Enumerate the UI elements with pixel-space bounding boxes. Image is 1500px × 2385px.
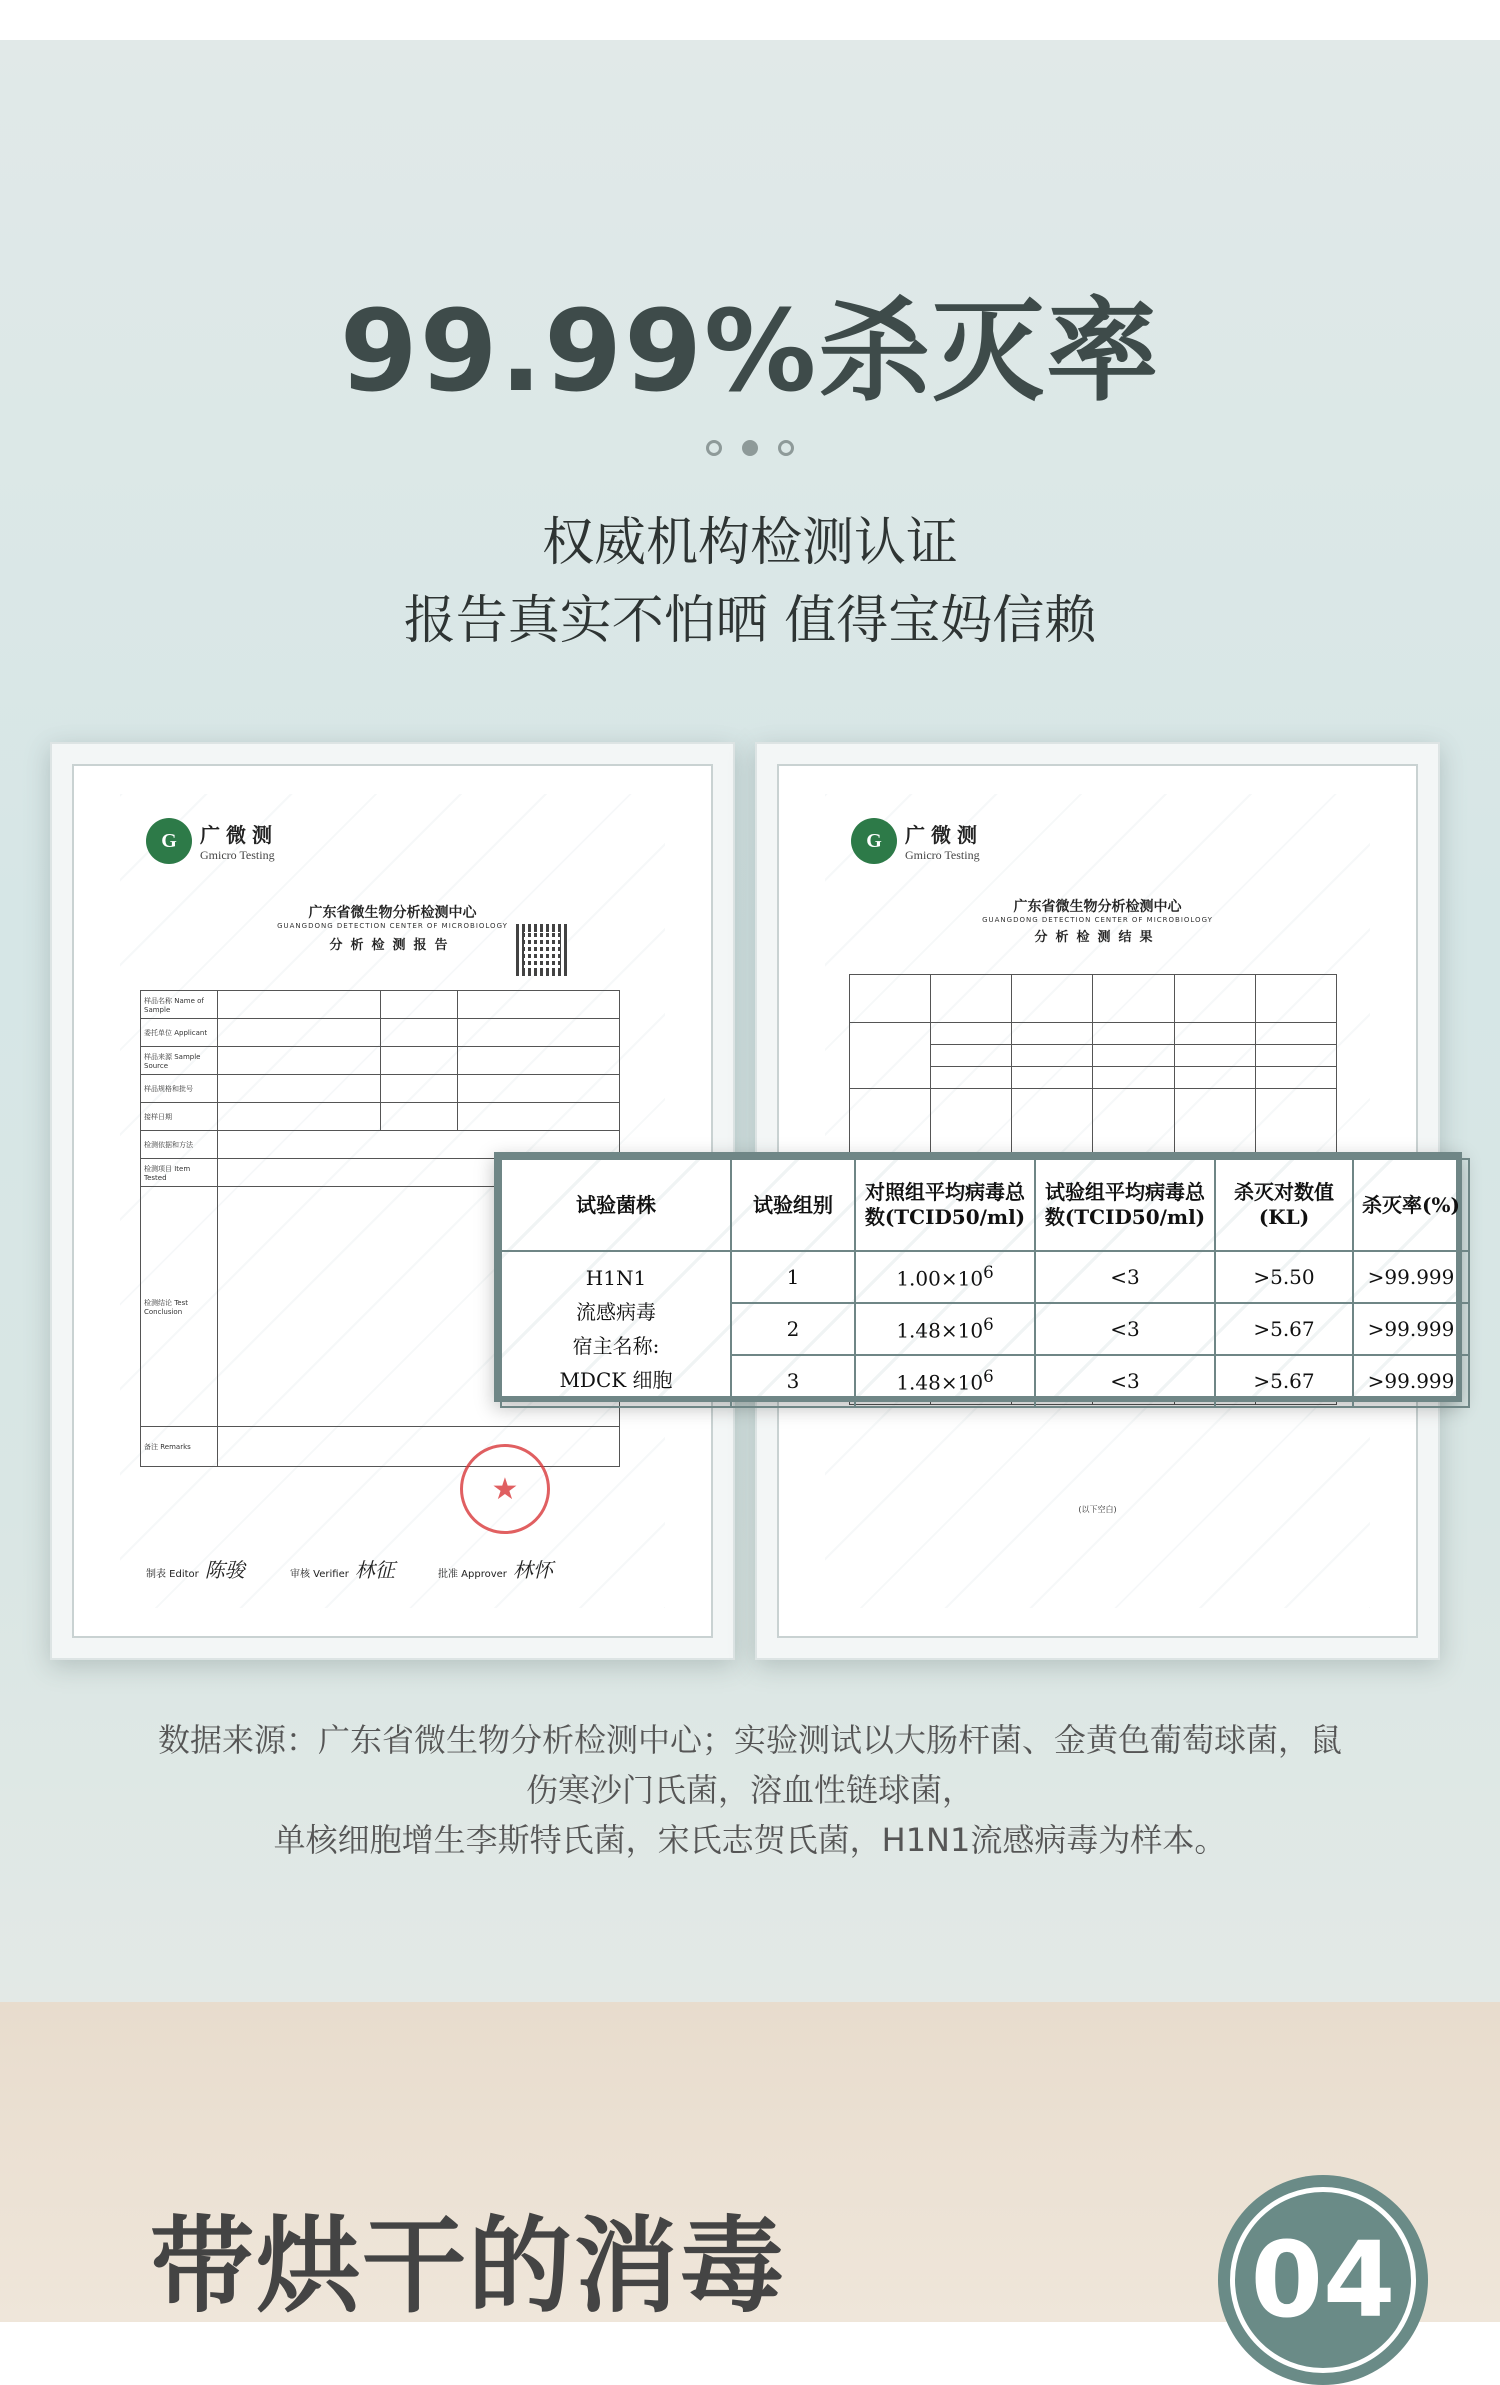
kl-cell: >5.67	[1215, 1355, 1353, 1407]
kl-cell: >5.50	[1215, 1251, 1353, 1303]
signature-approver: 批准 Approver 林怀	[438, 1560, 553, 1582]
header-strain: 试验菌株	[501, 1159, 731, 1251]
gmicro-logo	[851, 818, 983, 864]
control-cell: $1.48\times 10^6$	[855, 1355, 1035, 1407]
doc-title-en: GUANGDONG DETECTION CENTER OF MICROBIOLOGY	[277, 922, 508, 930]
group-cell: 3	[731, 1355, 855, 1407]
official-seal-icon: ★	[460, 1444, 550, 1534]
results-table	[500, 1158, 1470, 1408]
logo-en: Gmicro Testing	[905, 848, 980, 862]
row-label: 检测项目 Item Tested	[141, 1159, 218, 1187]
qr-code-icon	[516, 924, 568, 976]
headline: 99.99%杀灭率	[339, 287, 1161, 417]
test-cell: <3	[1035, 1251, 1215, 1303]
doc-title: 广东省微生物分析检测中心	[308, 905, 477, 921]
section-title: 带烘干的消毒	[150, 2205, 787, 2327]
control-cell: $1.48\times 10^6$	[855, 1303, 1035, 1355]
strain-cell: H1N1 流感病毒 宿主名称: MDCK 细胞	[501, 1251, 731, 1407]
carousel-dots	[0, 440, 1500, 456]
data-source-line3: 单核细胞增生李斯特氏菌，宋氏志贺氏菌，H1N1流感病毒为样本。	[273, 1821, 1227, 1859]
logo-cn: 广微测	[905, 823, 983, 847]
zoomed-results-table	[494, 1152, 1462, 1402]
header-test: 试验组平均病毒总数(TCID50/ml)	[1035, 1159, 1215, 1251]
gmicro-logo-icon: G	[146, 818, 192, 864]
row-label: 备注 Remarks	[141, 1427, 218, 1467]
table-row	[501, 1251, 1469, 1303]
top-strip	[0, 0, 1500, 40]
group-cell: 1	[731, 1251, 855, 1303]
gmicro-logo	[146, 818, 278, 864]
test-cell: <3	[1035, 1355, 1215, 1407]
data-source-line1: 数据来源：广东省微生物分析检测中心；实验测试以大肠杆菌、金黄色葡萄球菌，鼠	[157, 1721, 1342, 1759]
test-cell: <3	[1035, 1303, 1215, 1355]
doc-note: (以下空白)	[1078, 1505, 1117, 1514]
section-number-badge	[1218, 2175, 1428, 2385]
header-group: 试验组别	[731, 1159, 855, 1251]
rate-cell: >99.999	[1353, 1251, 1469, 1303]
logo-en: Gmicro Testing	[200, 848, 275, 862]
header-control: 对照组平均病毒总数(TCID50/ml)	[855, 1159, 1035, 1251]
kl-cell: >5.67	[1215, 1303, 1353, 1355]
row-label: 检测依据和方法	[141, 1131, 218, 1159]
logo-cn: 广微测	[200, 823, 278, 847]
signature-verifier: 审核 Verifier 林征	[290, 1560, 395, 1582]
gmicro-logo-icon: G	[851, 818, 897, 864]
rate-cell: >99.999	[1353, 1355, 1469, 1407]
row-label: 接样日期	[141, 1103, 218, 1131]
doc-title: 广东省微生物分析检测中心	[1013, 899, 1182, 915]
row-label: 样品规格和批号	[141, 1075, 218, 1103]
doc-subtitle: 分析检测结果	[1034, 930, 1161, 945]
header-kl: 杀灭对数值(KL)	[1215, 1159, 1353, 1251]
subtitle-line1: 权威机构检测认证	[541, 513, 958, 573]
row-label: 样品名称 Name of Sample	[141, 991, 218, 1019]
data-source-line2: 伤寒沙门氏菌，溶血性链球菌，	[525, 1771, 974, 1809]
doc-title-en: GUANGDONG DETECTION CENTER OF MICROBIOLOGY	[982, 916, 1213, 924]
carousel-dot-2-active[interactable]	[742, 440, 758, 456]
section-number: 04	[1250, 2219, 1396, 2341]
carousel-dot-3[interactable]	[778, 440, 794, 456]
row-label: 检测结论 Test Conclusion	[141, 1187, 218, 1427]
signature-editor: 制表 Editor 陈骏	[146, 1560, 245, 1582]
carousel-dot-1[interactable]	[706, 440, 722, 456]
rate-cell: >99.999	[1353, 1303, 1469, 1355]
doc-subtitle: 分析检测报告	[329, 938, 456, 953]
subtitle-line2: 报告真实不怕晒 值得宝妈信赖	[403, 591, 1097, 651]
group-cell: 2	[731, 1303, 855, 1355]
row-label: 样品来源 Sample Source	[141, 1047, 218, 1075]
control-cell: $1.00\times 10^6$	[855, 1251, 1035, 1303]
row-label: 委托单位 Applicant	[141, 1019, 218, 1047]
header-rate: 杀灭率(%)	[1353, 1159, 1469, 1251]
